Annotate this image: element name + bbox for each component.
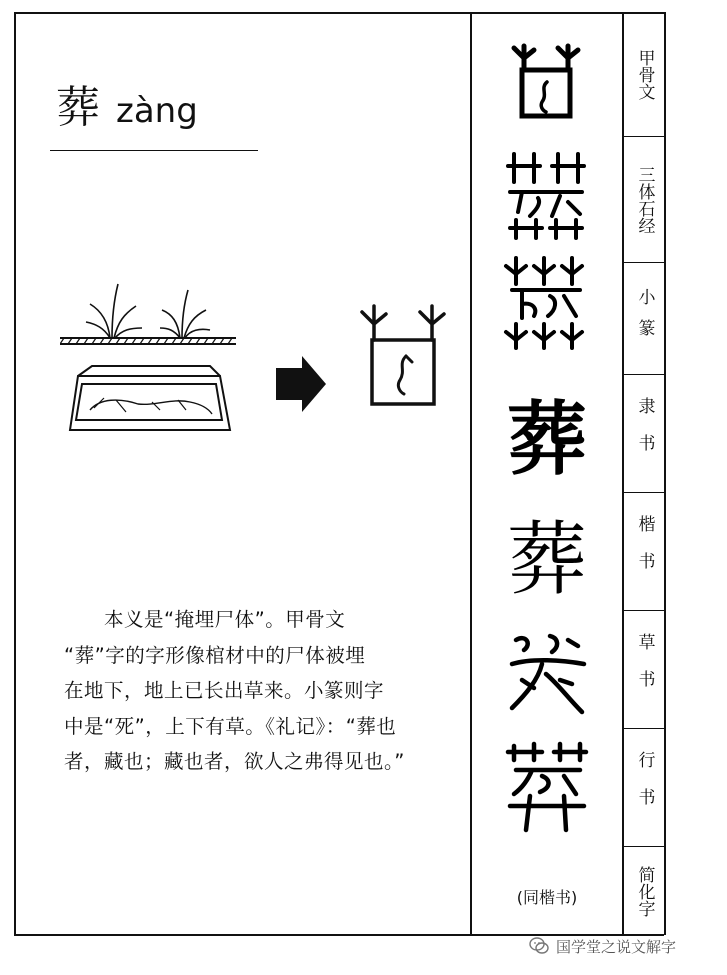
entry-title <box>56 82 198 133</box>
frame-right-border <box>664 12 666 935</box>
title-pinyin: zàng <box>116 91 198 131</box>
label-oracle-bone <box>624 12 664 137</box>
label-text: 甲骨文 <box>634 48 655 100</box>
clerical-script-glyph: 葬 <box>507 393 587 486</box>
label-text: 小篆 <box>634 288 655 350</box>
label-text: 行书 <box>634 751 655 825</box>
oracle-glyph-icon <box>362 306 444 404</box>
cursive-script-glyph-icon <box>472 624 622 724</box>
arrow-right-icon <box>276 356 326 412</box>
etymology-illustration <box>60 280 460 440</box>
paragraph-line: 中是“死”，上下有草。《礼记》：“葬也 <box>64 714 397 738</box>
watermark-text: 国学堂之说文解字 <box>556 937 677 956</box>
watermark <box>528 932 724 960</box>
label-running <box>624 730 664 847</box>
title-character: 葬 <box>56 82 100 133</box>
label-text: 三体石经 <box>634 166 655 234</box>
label-simplified <box>624 848 664 934</box>
script-forms-column <box>472 12 622 935</box>
label-text: 楷书 <box>634 515 655 589</box>
label-cursive <box>624 612 664 729</box>
simplified-note: (同楷书) <box>516 888 578 907</box>
explanation-paragraph <box>64 602 460 780</box>
paragraph-line: “葬”字的字形像棺材中的尸体被埋 <box>64 643 366 667</box>
label-clerical <box>624 376 664 493</box>
frame-left-border <box>14 12 16 935</box>
paragraph-line: 在地下，地上已长出草来。小篆则字 <box>64 679 385 702</box>
ground-icon <box>60 338 236 344</box>
running-script-glyph-icon <box>472 734 622 834</box>
grass-icon <box>86 284 142 338</box>
label-text: 简化字 <box>634 865 655 917</box>
regular-script-glyph: 葬 <box>507 513 587 606</box>
paragraph-line: 本义是“掩埋尸体”。甲骨文 <box>64 608 346 631</box>
label-stone-classic <box>624 138 664 263</box>
label-text: 隶书 <box>634 397 655 471</box>
title-underline <box>50 150 258 151</box>
label-small-seal <box>624 264 664 375</box>
paragraph-line: 者，藏也；藏也者，欲人之弗得见也。” <box>64 750 405 773</box>
label-regular <box>624 494 664 611</box>
small-seal-glyph-icon <box>472 252 622 352</box>
stone-classic-glyph-icon <box>472 142 622 242</box>
wechat-icon <box>528 935 550 957</box>
coffin-icon <box>70 366 230 430</box>
script-label-column <box>624 12 664 935</box>
grass-icon <box>160 290 210 338</box>
oracle-bone-glyph-icon <box>472 40 622 120</box>
label-text: 草书 <box>634 633 655 707</box>
